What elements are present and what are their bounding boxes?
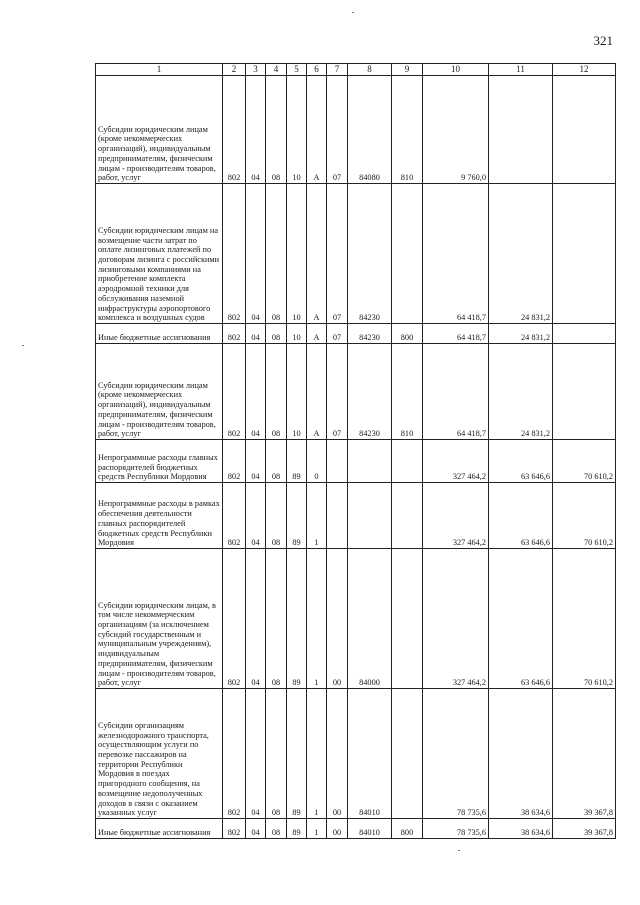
cell-col-11: 63 646,6: [489, 483, 553, 549]
row-description: [96, 549, 223, 689]
cell-col-10: 64 418,7: [423, 344, 489, 440]
cell-col-6: 1: [307, 689, 327, 819]
row-description-text: Непрограммные расходы в рамках обеспечения деятельности главных распорядителей бюджетных средств Республики Мордовия: [98, 499, 220, 548]
cell-col-5: 89: [287, 483, 307, 549]
cell-col-2: 802: [223, 184, 246, 324]
cell-col-3: 04: [246, 324, 266, 344]
row-description-text: Непрограммные расходы главных распорядителей бюджетных средств Республики Мордовия: [98, 452, 218, 482]
cell-col-7: 07: [327, 324, 348, 344]
cell-col-3: 04: [246, 76, 266, 184]
page-number: 321: [593, 33, 613, 48]
column-header: 3: [246, 64, 266, 76]
cell-col-5: 10: [287, 76, 307, 184]
row-description-text: Субсидии юридическим лицам (кроме некоммерческих организаций), индивидуальным предпринимателям, физическим лицам - производителям товаров, работ, услуг: [98, 124, 216, 183]
cell-col-2: 802: [223, 689, 246, 819]
row-description-text: Субсидии юридическим лицам, в том числе некоммерческим организациям (за исключением субсидий государственным и муниципальным учреждениям), индивидуальным предпринимателям, физическим лицам - производителям товаров, работ, услуг: [98, 600, 216, 688]
cell-col-12: 70 610,2: [553, 549, 616, 689]
cell-col-10: 327 464,2: [423, 549, 489, 689]
column-header: 5: [287, 64, 307, 76]
cell-col-4: 08: [266, 549, 287, 689]
column-header: 12: [553, 64, 616, 76]
cell-col-9: [392, 549, 423, 689]
cell-col-8: [348, 440, 392, 483]
cell-col-10: 78 735,6: [423, 819, 489, 839]
row-description: [96, 76, 223, 184]
table-row: [96, 344, 616, 440]
cell-col-7: 07: [327, 184, 348, 324]
cell-col-10: 9 760,0: [423, 76, 489, 184]
column-header: 6: [307, 64, 327, 76]
cell-col-3: 04: [246, 344, 266, 440]
cell-col-12: [553, 344, 616, 440]
cell-col-5: 89: [287, 440, 307, 483]
cell-col-8: 84000: [348, 549, 392, 689]
cell-col-11: 38 634,6: [489, 689, 553, 819]
cell-col-2: 802: [223, 819, 246, 839]
cell-col-4: 08: [266, 689, 287, 819]
cell-col-10: 64 418,7: [423, 184, 489, 324]
cell-col-9: [392, 440, 423, 483]
cell-col-3: 04: [246, 549, 266, 689]
cell-col-7: [327, 440, 348, 483]
scan-speck: [22, 345, 24, 346]
row-description-text: Иные бюджетные ассигнования: [98, 828, 211, 838]
row-description-text: Субсидии юридическим лицам (кроме некоммерческих организаций), индивидуальным предпринимателям, физическим лицам - производителям товаров, работ, услуг: [98, 380, 216, 439]
cell-col-8: 84010: [348, 689, 392, 819]
table-body: [96, 76, 616, 839]
cell-col-7: 00: [327, 819, 348, 839]
row-description: [96, 440, 223, 483]
row-description-text: Субсидии юридическим лицам на возмещение части затрат по оплате лизинговых платежей по договорам лизинга с российскими лизинговыми компаниями на приобретение комплекта аэродромной техники для обслуживания наземной инфраструктуры аэропортового комплекса и воздушных судов: [98, 225, 220, 323]
cell-col-5: 10: [287, 324, 307, 344]
cell-col-6: 1: [307, 483, 327, 549]
cell-col-11: 63 646,6: [489, 549, 553, 689]
cell-col-5: 10: [287, 344, 307, 440]
cell-col-12: [553, 184, 616, 324]
cell-col-9: 800: [392, 324, 423, 344]
cell-col-12: 39 367,8: [553, 819, 616, 839]
table-row: [96, 76, 616, 184]
column-header: 11: [489, 64, 553, 76]
column-header: 10: [423, 64, 489, 76]
cell-col-10: 327 464,2: [423, 440, 489, 483]
cell-col-7: 00: [327, 689, 348, 819]
cell-col-7: 07: [327, 344, 348, 440]
cell-col-3: 04: [246, 819, 266, 839]
cell-col-6: А: [307, 324, 327, 344]
cell-col-2: 802: [223, 344, 246, 440]
cell-col-9: [392, 483, 423, 549]
scan-speck: [458, 850, 460, 851]
cell-col-4: 08: [266, 324, 287, 344]
table-row: [96, 483, 616, 549]
cell-col-11: 38 634,6: [489, 819, 553, 839]
cell-col-11: [489, 76, 553, 184]
cell-col-8: 84080: [348, 76, 392, 184]
row-description: [96, 689, 223, 819]
cell-col-10: 327 464,2: [423, 483, 489, 549]
cell-col-8: 84230: [348, 184, 392, 324]
cell-col-12: [553, 324, 616, 344]
row-description: [96, 324, 223, 344]
cell-col-2: 802: [223, 549, 246, 689]
cell-col-4: 08: [266, 819, 287, 839]
cell-col-2: 802: [223, 483, 246, 549]
cell-col-3: 04: [246, 440, 266, 483]
table-row: [96, 440, 616, 483]
cell-col-5: 89: [287, 549, 307, 689]
cell-col-12: 39 367,8: [553, 689, 616, 819]
cell-col-5: 89: [287, 689, 307, 819]
column-header: 4: [266, 64, 287, 76]
cell-col-4: 08: [266, 483, 287, 549]
cell-col-11: 24 831,2: [489, 324, 553, 344]
cell-col-6: 1: [307, 549, 327, 689]
table-row: [96, 549, 616, 689]
cell-col-6: 1: [307, 819, 327, 839]
cell-col-6: 0: [307, 440, 327, 483]
column-header: 7: [327, 64, 348, 76]
column-header: 8: [348, 64, 392, 76]
cell-col-4: 08: [266, 344, 287, 440]
cell-col-11: 24 831,2: [489, 344, 553, 440]
cell-col-3: 04: [246, 689, 266, 819]
cell-col-3: 04: [246, 184, 266, 324]
cell-col-12: 70 610,2: [553, 483, 616, 549]
cell-col-8: 84010: [348, 819, 392, 839]
cell-col-4: 08: [266, 184, 287, 324]
scan-speck: [352, 12, 354, 13]
cell-col-12: 70 610,2: [553, 440, 616, 483]
cell-col-8: 84230: [348, 344, 392, 440]
header-row: [96, 64, 616, 76]
row-description-text: Субсидии организациям железнодорожного транспорта, осуществляющим услуги по перевозке пассажиров на территории Республики Мордовия в поездах пригородного сообщения, на возмещение недополученных доходов в связи с оказанием указанных услуг: [98, 720, 209, 818]
cell-col-9: 810: [392, 344, 423, 440]
cell-col-9: [392, 689, 423, 819]
row-description: [96, 184, 223, 324]
cell-col-7: 00: [327, 549, 348, 689]
row-description: [96, 344, 223, 440]
column-header: 2: [223, 64, 246, 76]
cell-col-11: 63 646,6: [489, 440, 553, 483]
cell-col-5: 89: [287, 819, 307, 839]
budget-table: [95, 63, 616, 839]
cell-col-11: 24 831,2: [489, 184, 553, 324]
cell-col-3: 04: [246, 483, 266, 549]
cell-col-8: 84230: [348, 324, 392, 344]
row-description: [96, 483, 223, 549]
table-row: [96, 324, 616, 344]
cell-col-10: 78 735,6: [423, 689, 489, 819]
column-header: 9: [392, 64, 423, 76]
cell-col-4: 08: [266, 76, 287, 184]
table-row: [96, 689, 616, 819]
cell-col-10: 64 418,7: [423, 324, 489, 344]
cell-col-12: [553, 76, 616, 184]
column-header: 1: [96, 64, 223, 76]
cell-col-2: 802: [223, 324, 246, 344]
cell-col-2: 802: [223, 76, 246, 184]
cell-col-7: 07: [327, 76, 348, 184]
cell-col-9: [392, 184, 423, 324]
table-row: [96, 184, 616, 324]
cell-col-7: [327, 483, 348, 549]
cell-col-4: 08: [266, 440, 287, 483]
cell-col-6: А: [307, 344, 327, 440]
cell-col-8: [348, 483, 392, 549]
cell-col-5: 10: [287, 184, 307, 324]
table-row: [96, 819, 616, 839]
cell-col-6: А: [307, 76, 327, 184]
cell-col-2: 802: [223, 440, 246, 483]
cell-col-6: А: [307, 184, 327, 324]
cell-col-9: 810: [392, 76, 423, 184]
cell-col-9: 800: [392, 819, 423, 839]
row-description-text: Иные бюджетные ассигнования: [98, 333, 211, 343]
row-description: [96, 819, 223, 839]
